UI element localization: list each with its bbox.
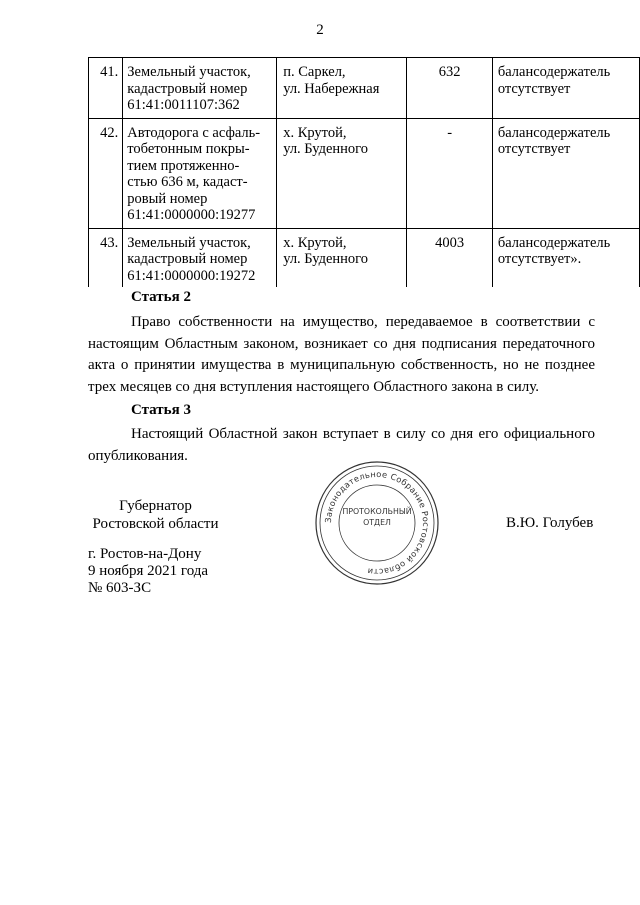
property-area: 632 xyxy=(407,58,492,119)
property-holder: балансодержатель отсутствует». xyxy=(492,228,639,287)
property-area: - xyxy=(407,118,492,228)
property-location: п. Саркел, ул. Набережная xyxy=(277,58,407,119)
stamp-center-line1: ПРОТОКОЛЬНЫЙ xyxy=(342,507,412,516)
place-date-number xyxy=(88,546,208,597)
law-number: № 603-ЗС xyxy=(88,580,152,596)
city: г. Ростов-на-Дону xyxy=(88,546,202,562)
signatory-name: В.Ю. Голубев xyxy=(506,515,594,531)
property-name: Земельный участок, кадастровый номер 61:41:0000000:19272 xyxy=(123,228,277,287)
article-2-text: Право собственности на имущество, передаваемое в соответствии с настоящим Областным законом, возникает со дня подписания передаточного акта о принятии имущества в муниципальную собственность, но не позднее трех месяцев со дня вступления настоящего Областного закона в силу. xyxy=(88,314,595,395)
official-stamp xyxy=(313,459,441,587)
article-2-heading: Статья 2 xyxy=(131,289,191,305)
property-name: Автодорога с асфаль- тобетонным покры- тием протяженно- стью 636 м, кадаст- ровый номер 61:41:0000000:19277 xyxy=(123,118,277,228)
stamp-center-line2: ОТДЕЛ xyxy=(363,518,391,527)
table-row xyxy=(89,228,640,287)
stamp-ring-text: Законодательное Собрание Ростовской области xyxy=(322,468,432,578)
row-number: 43. xyxy=(89,228,123,287)
article-3-heading: Статья 3 xyxy=(131,402,191,418)
row-number: 42. xyxy=(89,118,123,228)
property-table xyxy=(88,57,640,287)
property-name: Земельный участок, кадастровый номер 61:41:0011107:362 xyxy=(123,58,277,119)
property-holder: балансодержатель отсутствует xyxy=(492,118,639,228)
table-row xyxy=(89,58,640,119)
property-holder: балансодержатель отсутствует xyxy=(492,58,639,119)
signatory-title: Губернатор Ростовской области xyxy=(92,498,219,532)
article-3-text: Настоящий Областной закон вступает в силу со дня его официального опубликования. xyxy=(88,426,595,464)
page-number: 2 xyxy=(316,22,324,38)
row-number: 41. xyxy=(89,58,123,119)
table-row xyxy=(89,118,640,228)
property-location: х. Крутой, ул. Буденного xyxy=(277,228,407,287)
property-area: 4003 xyxy=(407,228,492,287)
date: 9 ноября 2021 года xyxy=(88,563,209,579)
property-location: х. Крутой, ул. Буденного xyxy=(277,118,407,228)
